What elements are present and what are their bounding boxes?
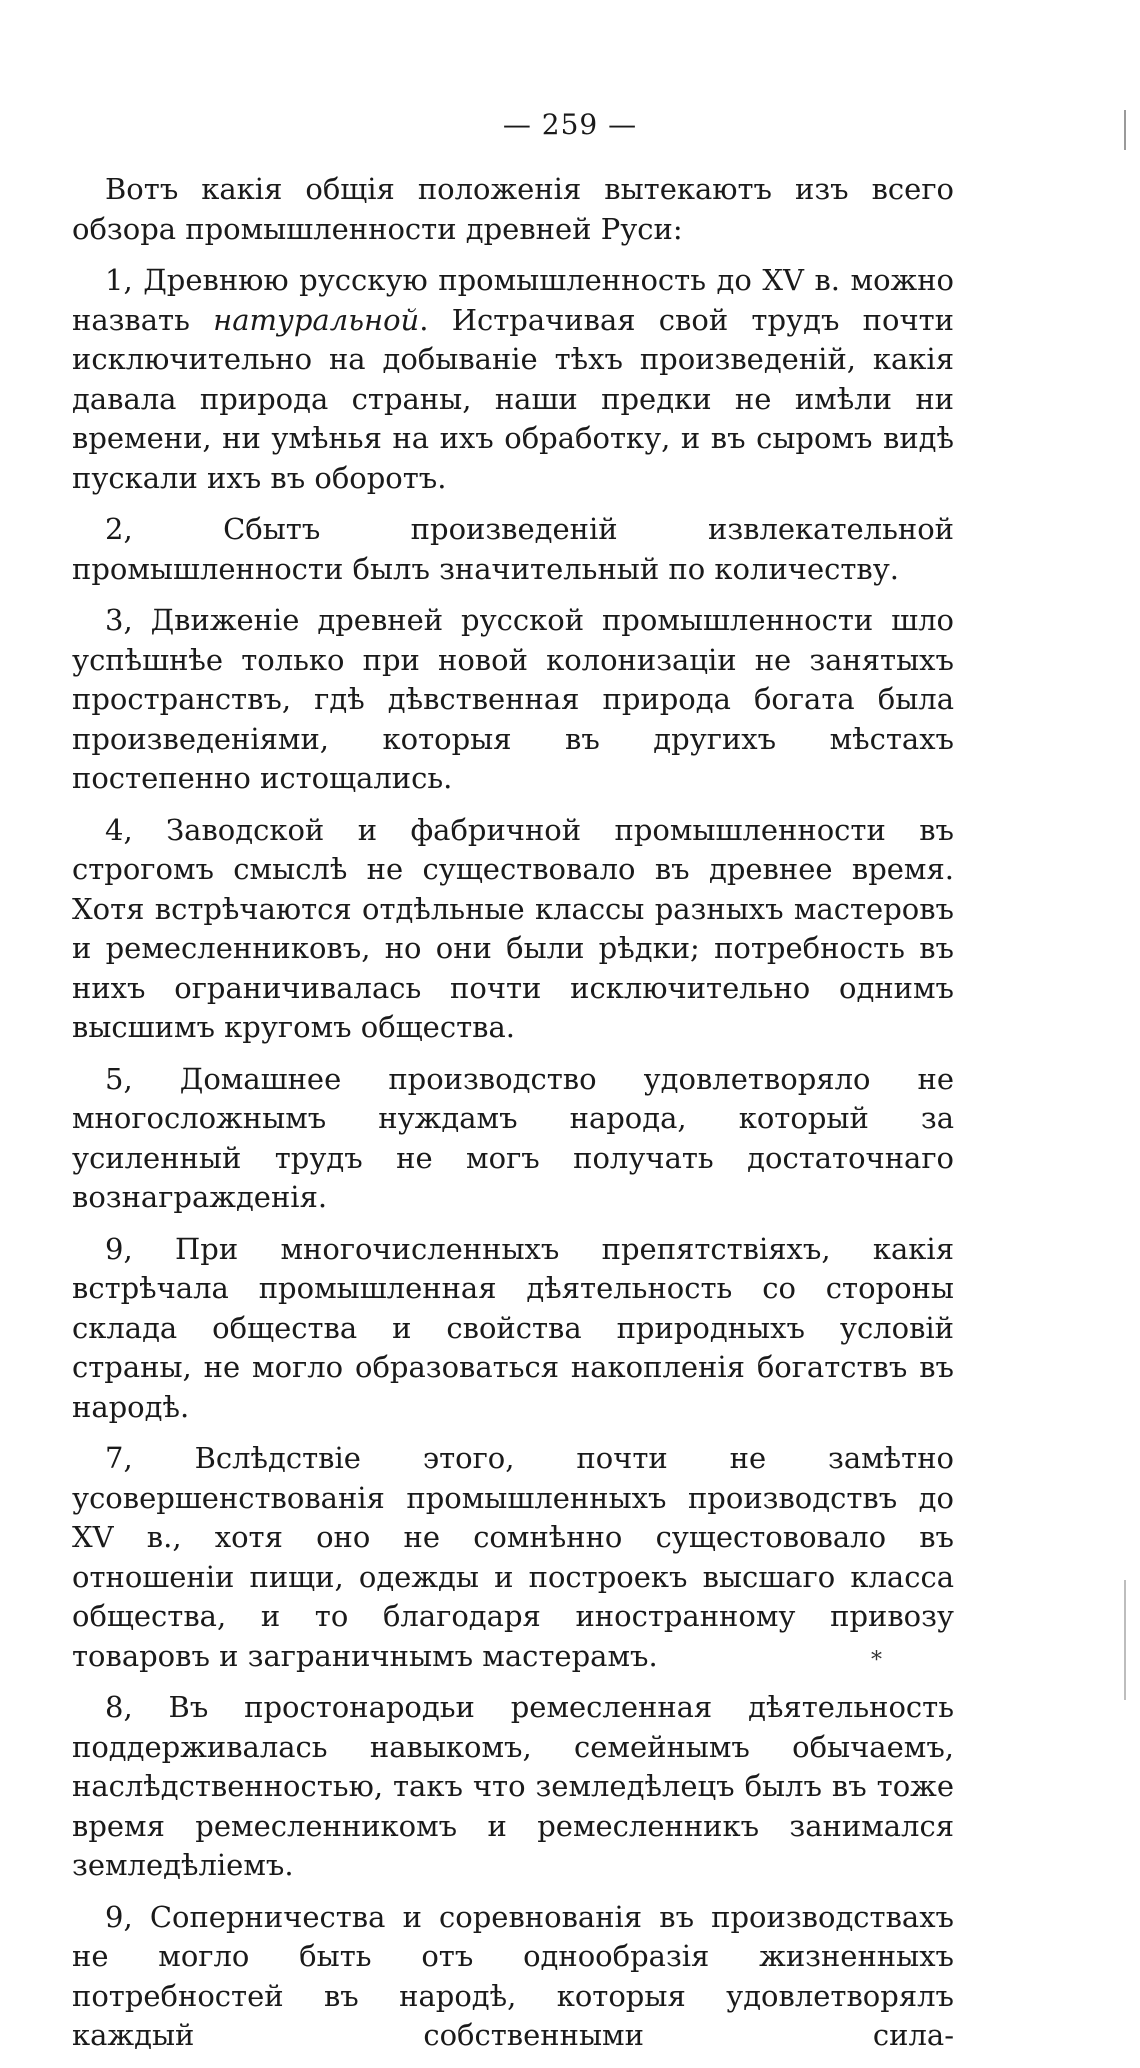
list-item-4 bbox=[72, 811, 954, 1048]
item-text-before: Древнюю русскую промышленность до XV в. можно назвать bbox=[72, 263, 955, 337]
item-number: 4, bbox=[105, 812, 133, 847]
scan-edge-mark bbox=[1124, 110, 1126, 150]
list-item-6 bbox=[72, 1230, 954, 1428]
list-item-2 bbox=[72, 510, 954, 589]
list-item-3 bbox=[72, 601, 954, 799]
item-number: 3, bbox=[105, 603, 133, 637]
body-text bbox=[72, 170, 954, 2068]
item-number: 5, bbox=[105, 1061, 133, 1096]
item-text: Движеніе древней русской промышленности шло успѣшнѣе только при новой колонизаціи не занятыхъ пространствъ, гдѣ дѣвственная природа богата была произведеніями, которыя въ другихъ мѣстахъ постепенно истощались. bbox=[72, 603, 955, 795]
intro-paragraph: Вотъ какія общія положенія вытекаютъ изъ всего обзора промышленности древней Руси: bbox=[72, 172, 954, 246]
item-text: Заводской и фабричной промышленности въ строгомъ смыслѣ не существовало въ древнее время. Хотя встрѣчаются отдѣльные классы разныхъ мастеровъ и ремесленниковъ, но они были рѣдки; потребность въ нихъ ограничивалась почти исключительно однимъ высшимъ кругомъ общества. bbox=[72, 812, 955, 1044]
item-emphasis: натуральной bbox=[213, 302, 420, 337]
item-text: Сбытъ произведеній извлекательной промышленности былъ значительный по количеству. bbox=[72, 512, 954, 586]
list-item-7 bbox=[72, 1439, 954, 1676]
list-item-8 bbox=[72, 1688, 954, 1886]
item-text: Вслѣдствіе этого, почти не замѣтно усовершенствованія промышленныхъ производствъ до XV в., хотя оно не сомнѣнно сущестововало въ отношеніи пищи, одежды и построекъ высшаго класса общества, и то благодаря иностранному привозу товаровъ и заграничнымъ мастерамъ. bbox=[72, 1441, 954, 1673]
list-item-1 bbox=[72, 261, 954, 498]
item-text-after: . Истрачивая свой трудъ почти исключительно на добываніе тѣхъ произведеній, какія давала природа страны, наши предки не имѣли ни времени, ни умѣнья на ихъ обработку, и въ сыромъ видѣ пускали ихъ въ оборотъ. bbox=[72, 302, 954, 495]
page-number: — 259 — bbox=[502, 108, 638, 141]
list-item-9 bbox=[72, 1898, 954, 2056]
item-number: 1, bbox=[105, 263, 133, 297]
item-text: Соперничества и соревнованія въ производствахъ не могло быть отъ однообразія жизненныхъ потребностей въ народѣ, которыя удовлетворялъ каждый собственными сила- bbox=[72, 1899, 955, 2052]
item-number: 2, bbox=[105, 512, 133, 546]
item-number: 9, bbox=[105, 1231, 133, 1266]
item-text: При многочисленныхъ препятствіяхъ, какія встрѣчала промышленная дѣятельность со стороны склада общества и свойства природныхъ условій страны, не могло образоваться накопленія богатствъ въ народѣ. bbox=[72, 1231, 954, 1424]
item-number: 8, bbox=[105, 1690, 133, 1724]
footer-asterisk: * bbox=[871, 1648, 882, 1673]
item-number: 7, bbox=[105, 1441, 133, 1475]
item-number: 9, bbox=[105, 1899, 133, 1934]
item-text: Въ простонародьи ремесленная дѣятельность поддерживалась навыкомъ, семейнымъ обычаемъ, наслѣдственностью, такъ что земледѣлецъ былъ въ тоже время ремесленникомъ и ремесленникъ занимался земледѣліемъ. bbox=[72, 1690, 954, 1882]
scan-edge-mark bbox=[1124, 1580, 1126, 1700]
item-text: Домашнее производство удовлетворяло не многосложнымъ нуждамъ народа, который за усиленный трудъ не могъ получать достаточнаго вознагражденія. bbox=[72, 1061, 955, 1214]
list-item-5 bbox=[72, 1060, 954, 1218]
